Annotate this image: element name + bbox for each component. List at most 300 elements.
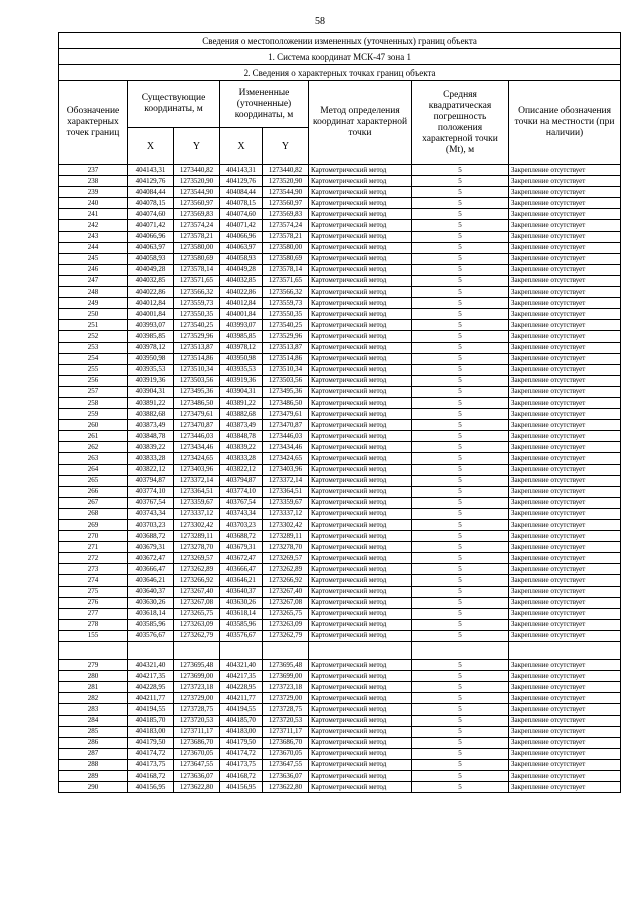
changed-y-cell: 1273578,14	[263, 264, 309, 275]
point-number-cell: 275	[59, 586, 128, 597]
description-cell: Закрепление отсутствует	[509, 586, 621, 597]
point-number-cell: 272	[59, 553, 128, 564]
point-number-cell: 271	[59, 542, 128, 553]
table-row	[59, 642, 621, 660]
table-row	[59, 782, 621, 793]
existing-y-cell: 1273686,70	[174, 737, 220, 748]
error-cell: 5	[412, 759, 509, 770]
description-cell: Закрепление отсутствует	[509, 165, 621, 176]
description-cell: Закрепление отсутствует	[509, 671, 621, 682]
existing-y-cell: 1273266,92	[174, 575, 220, 586]
method-cell: Картометрический метод	[309, 298, 412, 309]
point-number-cell: 155	[59, 630, 128, 641]
existing-y-cell: 1273699,00	[174, 671, 220, 682]
method-cell: Картометрический метод	[309, 442, 412, 453]
changed-x-cell: 404228,95	[220, 682, 263, 693]
table-row	[59, 542, 621, 553]
table-row	[59, 275, 621, 286]
existing-y-cell: 1273470,87	[174, 420, 220, 431]
error-cell: 5	[412, 375, 509, 386]
changed-y-cell: 1273265,75	[263, 608, 309, 619]
table-row	[59, 198, 621, 209]
description-cell: Закрепление отсутствует	[509, 508, 621, 519]
existing-y-cell: 1273359,67	[174, 497, 220, 508]
existing-y-cell: 1273424,65	[174, 453, 220, 464]
point-number-cell: 244	[59, 242, 128, 253]
changed-x-cell: 403576,67	[220, 630, 263, 641]
changed-y-cell: 1273263,09	[263, 619, 309, 630]
description-cell: Закрепление отсутствует	[509, 575, 621, 586]
changed-x-cell: 403904,31	[220, 386, 263, 397]
method-cell: Картометрический метод	[309, 671, 412, 682]
point-number-cell: 262	[59, 442, 128, 453]
point-number-cell: 273	[59, 564, 128, 575]
changed-y-cell: 1273289,11	[263, 531, 309, 542]
existing-x-cell: 404084,44	[128, 187, 174, 198]
method-cell: Картометрический метод	[309, 275, 412, 286]
table-row	[59, 353, 621, 364]
error-cell: 5	[412, 486, 509, 497]
changed-y-cell: 1273544,90	[263, 187, 309, 198]
existing-y-cell: 1273513,87	[174, 342, 220, 353]
error-cell: 5	[412, 682, 509, 693]
existing-y-cell: 1273574,24	[174, 220, 220, 231]
existing-x-cell: 403993,07	[128, 320, 174, 331]
changed-y-cell: 1273267,40	[263, 586, 309, 597]
point-number-cell: 269	[59, 520, 128, 531]
point-number-cell: 276	[59, 597, 128, 608]
existing-x-cell: 404066,96	[128, 231, 174, 242]
changed-y-cell: 1273266,92	[263, 575, 309, 586]
existing-x-cell: 403919,36	[128, 375, 174, 386]
changed-y-cell: 1273267,08	[263, 597, 309, 608]
description-cell: Закрепление отсутствует	[509, 364, 621, 375]
error-cell: 5	[412, 176, 509, 187]
method-cell: Картометрический метод	[309, 353, 412, 364]
changed-x-cell: 404058,93	[220, 253, 263, 264]
error-cell: 5	[412, 660, 509, 671]
changed-y-cell: 1273728,75	[263, 704, 309, 715]
changed-x-cell: 404194,55	[220, 704, 263, 715]
method-cell: Картометрический метод	[309, 386, 412, 397]
changed-x-cell: 403978,12	[220, 342, 263, 353]
changed-y-cell: 1273446,03	[263, 431, 309, 442]
description-cell: Закрепление отсутствует	[509, 275, 621, 286]
method-cell	[309, 642, 412, 660]
existing-x-cell: 403950,98	[128, 353, 174, 364]
col-method-header: Метод определения координат характерной точки	[309, 81, 412, 165]
changed-y-cell: 1273262,79	[263, 630, 309, 641]
existing-x-cell: 403935,53	[128, 364, 174, 375]
existing-y-cell: 1273550,35	[174, 309, 220, 320]
description-cell: Закрепление отсутствует	[509, 542, 621, 553]
coordinates-table	[58, 32, 621, 793]
method-cell: Картометрический метод	[309, 464, 412, 475]
description-cell: Закрепление отсутствует	[509, 442, 621, 453]
error-cell: 5	[412, 298, 509, 309]
changed-y-cell: 1273560,97	[263, 198, 309, 209]
existing-y-cell: 1273566,32	[174, 287, 220, 298]
description-cell: Закрепление отсутствует	[509, 176, 621, 187]
existing-y-cell: 1273520,90	[174, 176, 220, 187]
existing-x-cell: 403743,34	[128, 508, 174, 519]
existing-x-cell	[128, 642, 174, 660]
description-cell: Закрепление отсутствует	[509, 704, 621, 715]
existing-x-cell: 404217,35	[128, 671, 174, 682]
existing-x-cell: 403904,31	[128, 386, 174, 397]
existing-x-cell: 403794,87	[128, 475, 174, 486]
changed-y-cell: 1273720,53	[263, 715, 309, 726]
description-cell: Закрепление отсутствует	[509, 253, 621, 264]
method-cell: Картометрический метод	[309, 409, 412, 420]
table-row	[59, 187, 621, 198]
point-number-cell: 237	[59, 165, 128, 176]
method-cell: Картометрический метод	[309, 553, 412, 564]
existing-x-cell: 403640,37	[128, 586, 174, 597]
method-cell: Картометрический метод	[309, 187, 412, 198]
changed-x-cell: 403666,47	[220, 564, 263, 575]
existing-y-cell: 1273720,53	[174, 715, 220, 726]
existing-y-cell: 1273647,55	[174, 759, 220, 770]
method-cell: Картометрический метод	[309, 198, 412, 209]
table-row	[59, 737, 621, 748]
changed-x-cell: 403679,31	[220, 542, 263, 553]
method-cell: Картометрический метод	[309, 331, 412, 342]
changed-y-cell: 1273723,18	[263, 682, 309, 693]
error-cell: 5	[412, 386, 509, 397]
table-row	[59, 253, 621, 264]
point-number-cell: 277	[59, 608, 128, 619]
point-number-cell: 285	[59, 726, 128, 737]
existing-y-cell: 1273262,89	[174, 564, 220, 575]
point-number-cell: 251	[59, 320, 128, 331]
existing-y-cell: 1273269,57	[174, 553, 220, 564]
table-row	[59, 497, 621, 508]
method-cell: Картометрический метод	[309, 497, 412, 508]
existing-x-cell: 403646,21	[128, 575, 174, 586]
description-cell: Закрепление отсутствует	[509, 693, 621, 704]
existing-y-cell: 1273267,40	[174, 586, 220, 597]
changed-x-cell: 403794,87	[220, 475, 263, 486]
error-cell: 5	[412, 630, 509, 641]
changed-y-cell: 1273403,96	[263, 464, 309, 475]
error-cell: 5	[412, 165, 509, 176]
changed-y-cell: 1273486,50	[263, 397, 309, 408]
changed-x-cell: 403774,10	[220, 486, 263, 497]
error-cell: 5	[412, 520, 509, 531]
table-row	[59, 431, 621, 442]
existing-x-cell: 403848,78	[128, 431, 174, 442]
existing-x-cell: 403774,10	[128, 486, 174, 497]
method-cell: Картометрический метод	[309, 682, 412, 693]
table-row	[59, 671, 621, 682]
existing-x-cell: 403688,72	[128, 531, 174, 542]
changed-x-cell: 404168,72	[220, 770, 263, 781]
table-row	[59, 331, 621, 342]
description-cell: Закрепление отсутствует	[509, 682, 621, 693]
point-number-cell: 264	[59, 464, 128, 475]
error-cell: 5	[412, 608, 509, 619]
description-cell: Закрепление отсутствует	[509, 497, 621, 508]
changed-y-cell: 1273711,17	[263, 726, 309, 737]
point-number-cell: 241	[59, 209, 128, 220]
existing-x-cell: 404058,93	[128, 253, 174, 264]
table-row	[59, 209, 621, 220]
method-cell: Картометрический метод	[309, 287, 412, 298]
existing-y-cell: 1273729,00	[174, 693, 220, 704]
method-cell: Картометрический метод	[309, 220, 412, 231]
error-cell: 5	[412, 464, 509, 475]
error-cell: 5	[412, 704, 509, 715]
point-number-cell: 259	[59, 409, 128, 420]
changed-x-cell: 403703,23	[220, 520, 263, 531]
table-row	[59, 176, 621, 187]
existing-x-cell: 403672,47	[128, 553, 174, 564]
point-number-cell: 267	[59, 497, 128, 508]
changed-y-cell: 1273262,89	[263, 564, 309, 575]
changed-x-cell: 403688,72	[220, 531, 263, 542]
method-cell: Картометрический метод	[309, 165, 412, 176]
point-number-cell: 252	[59, 331, 128, 342]
error-cell: 5	[412, 275, 509, 286]
error-cell: 5	[412, 309, 509, 320]
existing-y-cell: 1273580,00	[174, 242, 220, 253]
description-cell: Закрепление отсутствует	[509, 520, 621, 531]
existing-x-cell: 403630,26	[128, 597, 174, 608]
changed-x-cell: 404156,95	[220, 782, 263, 793]
error-cell: 5	[412, 187, 509, 198]
changed-x-cell: 403873,49	[220, 420, 263, 431]
changed-y-cell: 1273670,05	[263, 748, 309, 759]
error-cell: 5	[412, 431, 509, 442]
changed-x-cell: 403646,21	[220, 575, 263, 586]
point-number-cell: 250	[59, 309, 128, 320]
point-number-cell: 247	[59, 275, 128, 286]
existing-x-cell: 404185,70	[128, 715, 174, 726]
table-row	[59, 682, 621, 693]
existing-y-cell: 1273267,08	[174, 597, 220, 608]
changed-x-cell: 404001,84	[220, 309, 263, 320]
changed-x-cell: 404032,85	[220, 275, 263, 286]
description-cell	[509, 642, 621, 660]
changed-x-cell: 404217,35	[220, 671, 263, 682]
method-cell: Картометрический метод	[309, 209, 412, 220]
error-cell: 5	[412, 409, 509, 420]
changed-x-cell: 404211,77	[220, 693, 263, 704]
point-number-cell: 243	[59, 231, 128, 242]
changed-y-cell: 1273372,14	[263, 475, 309, 486]
point-number-cell: 290	[59, 782, 128, 793]
point-number-cell: 255	[59, 364, 128, 375]
changed-x-cell: 403822,12	[220, 464, 263, 475]
existing-x-cell: 404001,84	[128, 309, 174, 320]
changed-y-cell: 1273559,73	[263, 298, 309, 309]
existing-y-cell: 1273571,65	[174, 275, 220, 286]
existing-y-cell: 1273446,03	[174, 431, 220, 442]
description-cell: Закрепление отсутствует	[509, 298, 621, 309]
changed-y-cell: 1273729,00	[263, 693, 309, 704]
error-cell: 5	[412, 693, 509, 704]
changed-y-cell: 1273569,83	[263, 209, 309, 220]
point-number-cell: 261	[59, 431, 128, 442]
error-cell: 5	[412, 671, 509, 682]
existing-y-cell	[174, 642, 220, 660]
existing-x-cell: 404168,72	[128, 770, 174, 781]
existing-x-cell: 404032,85	[128, 275, 174, 286]
changed-x-cell: 403767,54	[220, 497, 263, 508]
method-cell: Картометрический метод	[309, 619, 412, 630]
point-number-cell: 268	[59, 508, 128, 519]
table-row	[59, 770, 621, 781]
method-cell: Картометрический метод	[309, 597, 412, 608]
changed-y-cell: 1273359,67	[263, 497, 309, 508]
changed-x-cell: 404179,50	[220, 737, 263, 748]
method-cell: Картометрический метод	[309, 693, 412, 704]
point-number-cell: 289	[59, 770, 128, 781]
table-row	[59, 660, 621, 671]
description-cell: Закрепление отсутствует	[509, 737, 621, 748]
table-row	[59, 165, 621, 176]
description-cell: Закрепление отсутствует	[509, 630, 621, 641]
changed-y-cell: 1273495,36	[263, 386, 309, 397]
error-cell: 5	[412, 242, 509, 253]
error-cell: 5	[412, 342, 509, 353]
point-number-cell: 248	[59, 287, 128, 298]
existing-x-cell: 404049,28	[128, 264, 174, 275]
existing-y-cell: 1273479,61	[174, 409, 220, 420]
changed-y-cell: 1273513,87	[263, 342, 309, 353]
point-number-cell: 288	[59, 759, 128, 770]
description-cell: Закрепление отсутствует	[509, 264, 621, 275]
existing-y-cell: 1273728,75	[174, 704, 220, 715]
changed-y-cell: 1273514,86	[263, 353, 309, 364]
table-row	[59, 586, 621, 597]
existing-x-cell: 403679,31	[128, 542, 174, 553]
description-cell: Закрепление отсутствует	[509, 309, 621, 320]
error-cell: 5	[412, 726, 509, 737]
error-cell: 5	[412, 782, 509, 793]
table-row	[59, 619, 621, 630]
error-cell: 5	[412, 353, 509, 364]
table-row	[59, 486, 621, 497]
error-cell: 5	[412, 597, 509, 608]
existing-y-cell: 1273263,09	[174, 619, 220, 630]
table-row	[59, 320, 621, 331]
changed-y-cell: 1273440,82	[263, 165, 309, 176]
description-cell: Закрепление отсутствует	[509, 342, 621, 353]
changed-x-cell: 403640,37	[220, 586, 263, 597]
table-row	[59, 364, 621, 375]
method-cell: Картометрический метод	[309, 660, 412, 671]
method-cell: Картометрический метод	[309, 531, 412, 542]
changed-y-cell: 1273434,46	[263, 442, 309, 453]
point-number-cell: 265	[59, 475, 128, 486]
description-cell: Закрепление отсутствует	[509, 608, 621, 619]
error-cell: 5	[412, 531, 509, 542]
description-cell: Закрепление отсутствует	[509, 770, 621, 781]
table-row	[59, 231, 621, 242]
existing-x-cell: 403978,12	[128, 342, 174, 353]
changed-y-cell: 1273580,00	[263, 242, 309, 253]
changed-x-cell: 404066,96	[220, 231, 263, 242]
table-row	[59, 442, 621, 453]
changed-x-cell	[220, 642, 263, 660]
method-cell: Картометрический метод	[309, 726, 412, 737]
point-number-cell: 257	[59, 386, 128, 397]
existing-y-cell: 1273337,12	[174, 508, 220, 519]
existing-x-cell: 403666,47	[128, 564, 174, 575]
description-cell: Закрепление отсутствует	[509, 553, 621, 564]
table-row	[59, 693, 621, 704]
table-row	[59, 704, 621, 715]
existing-y-cell: 1273580,69	[174, 253, 220, 264]
method-cell: Картометрический метод	[309, 486, 412, 497]
description-cell: Закрепление отсутствует	[509, 464, 621, 475]
changed-y-cell: 1273636,07	[263, 770, 309, 781]
table-row	[59, 386, 621, 397]
description-cell: Закрепление отсутствует	[509, 431, 621, 442]
description-cell: Закрепление отсутствует	[509, 375, 621, 386]
changed-y-cell: 1273571,65	[263, 275, 309, 286]
description-cell: Закрепление отсутствует	[509, 198, 621, 209]
changed-x-cell: 403618,14	[220, 608, 263, 619]
changed-y-cell: 1273510,34	[263, 364, 309, 375]
changed-x-cell: 404049,28	[220, 264, 263, 275]
existing-x-cell: 403618,14	[128, 608, 174, 619]
point-number-cell: 282	[59, 693, 128, 704]
changed-x-cell: 404185,70	[220, 715, 263, 726]
table-row	[59, 748, 621, 759]
existing-x-cell: 404228,95	[128, 682, 174, 693]
table-row	[59, 464, 621, 475]
coordinate-system-heading: 1. Система координат МСК-47 зона 1	[59, 49, 621, 65]
table-row	[59, 375, 621, 386]
method-cell: Картометрический метод	[309, 575, 412, 586]
method-cell: Картометрический метод	[309, 715, 412, 726]
error-cell: 5	[412, 442, 509, 453]
error-cell: 5	[412, 420, 509, 431]
changed-x-cell: 404078,15	[220, 198, 263, 209]
changed-x-cell: 403919,36	[220, 375, 263, 386]
changed-y-cell: 1273470,87	[263, 420, 309, 431]
col-changed-x-header: X	[220, 128, 263, 165]
point-number-cell: 242	[59, 220, 128, 231]
error-cell: 5	[412, 542, 509, 553]
existing-y-cell: 1273670,05	[174, 748, 220, 759]
table-row	[59, 608, 621, 619]
error-cell: 5	[412, 198, 509, 209]
description-cell: Закрепление отсутствует	[509, 597, 621, 608]
page-number: 58	[315, 16, 325, 27]
existing-x-cell: 403833,28	[128, 453, 174, 464]
point-number-cell: 260	[59, 420, 128, 431]
description-cell: Закрепление отсутствует	[509, 715, 621, 726]
changed-y-cell: 1273540,25	[263, 320, 309, 331]
error-cell: 5	[412, 737, 509, 748]
existing-x-cell: 404194,55	[128, 704, 174, 715]
table-row	[59, 508, 621, 519]
point-number-cell: 286	[59, 737, 128, 748]
changed-y-cell: 1273269,57	[263, 553, 309, 564]
changed-y-cell: 1273622,80	[263, 782, 309, 793]
changed-y-cell: 1273424,65	[263, 453, 309, 464]
col-existing-y-header: Y	[174, 128, 220, 165]
error-cell: 5	[412, 497, 509, 508]
existing-x-cell: 404143,31	[128, 165, 174, 176]
changed-y-cell: 1273574,24	[263, 220, 309, 231]
changed-x-cell: 403833,28	[220, 453, 263, 464]
changed-x-cell: 403935,53	[220, 364, 263, 375]
